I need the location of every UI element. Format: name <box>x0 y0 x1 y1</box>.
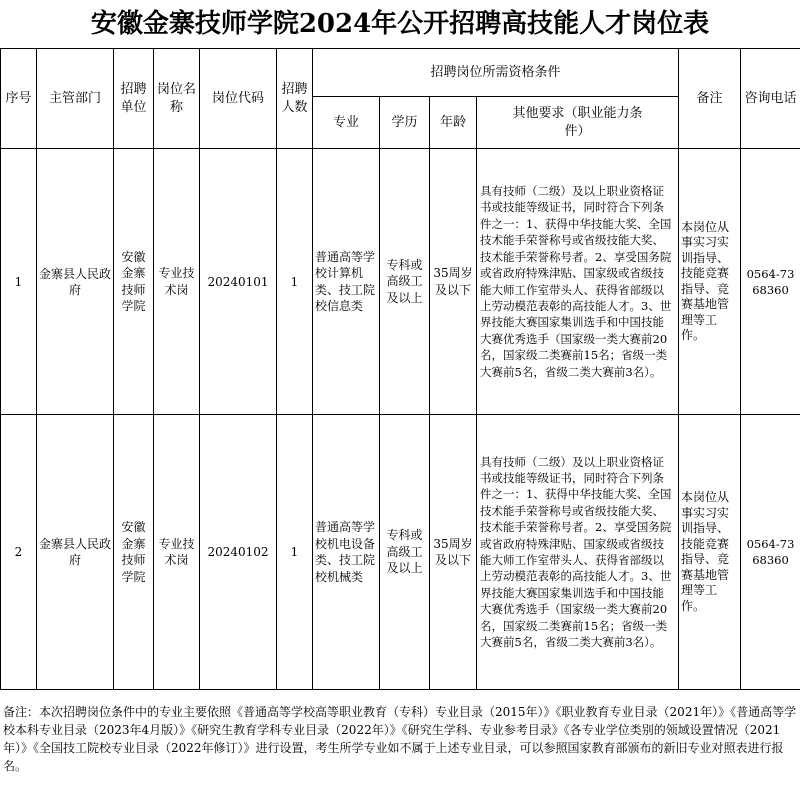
cell-other-requirements: 具有技师（二级）及以上职业资格证书或技能等级证书，同时符合下列条件之一：1、获得中华技能大奖、全国技术能手荣誉称号或省级技能大奖、技术能手荣誉称号者。2、享受国务院或省政府特殊津贴、国家级或省级技能大师工作室带头人、获得省部级以上劳动模范表彰的高技能人才。3、世界技能大赛国家集训选手和中国技能大赛优秀选手（国家级一类大赛前20名，国家级二类赛前15名；省级一类大赛前5名，省级二类大赛前3名）。 <box>477 149 679 415</box>
recruitment-table <box>0 48 800 690</box>
cell-remarks: 本岗位从事实习实训指导、技能竞赛指导、竞赛基地管理等工作。 <box>679 415 741 690</box>
footer-note: 备注：本次招聘岗位条件中的专业主要依照《普通高等学校高等职业教育（专科）专业目录（2015年）》《职业教育专业目录（2021年）》《普通高等学校本科专业目录（2023年4月版）》《研究生教育学科专业目录（2022年）》《研究生学科、专业参考目录》《各专业学位类别的领域设置情况（2021年）》《全国技工院校专业目录（2022年修订）》进行设置，考生所学专业如不属于上述专业目录，可以参照国家教育部颁布的新旧专业对照表进行报名。 <box>3 705 797 773</box>
cell-major: 普通高等学校计算机类、技工院校信息类 <box>313 149 380 415</box>
header-post-code: 岗位代码 <box>200 49 277 149</box>
cell-seq: 1 <box>1 149 37 415</box>
cell-age: 35周岁及以下 <box>430 149 477 415</box>
header-post-name: 岗位名称 <box>154 49 200 149</box>
cell-phone: 0564-7368360 <box>741 415 800 690</box>
table-row <box>1 149 800 415</box>
cell-remarks: 本岗位从事实习实训指导、技能竞赛指导、竞赛基地管理等工作。 <box>679 149 741 415</box>
cell-phone: 0564-7368360 <box>741 149 800 415</box>
cell-unit: 安徽金寨技师学院 <box>114 149 154 415</box>
header-phone: 咨询电话 <box>741 49 800 149</box>
cell-major: 普通高等学校机电设备类、技工院校机械类 <box>313 415 380 690</box>
header-major: 专业 <box>313 97 380 149</box>
cell-post-code: 20240101 <box>200 149 277 415</box>
header-education: 学历 <box>380 97 430 149</box>
header-conditions: 招聘岗位所需资格条件 <box>313 49 679 97</box>
cell-post-code: 20240102 <box>200 415 277 690</box>
cell-education: 专科或高级工及以上 <box>380 149 430 415</box>
cell-unit: 安徽金寨技师学院 <box>114 415 154 690</box>
cell-other-requirements: 具有技师（二级）及以上职业资格证书或技能等级证书，同时符合下列条件之一：1、获得中华技能大奖、全国技术能手荣誉称号或省级技能大奖、技术能手荣誉称号者。2、享受国务院或省政府特殊津贴、国家级或省级技能大师工作室带头人、获得省部级以上劳动模范表彰的高技能人才。3、世界技能大赛国家集训选手和中国技能大赛优秀选手（国家级一类大赛前20名，国家级二类赛前15名；省级一类大赛前5名，省级二类大赛前3名）。 <box>477 415 679 690</box>
table-row <box>1 415 800 690</box>
cell-dept: 金寨县人民政府 <box>37 149 114 415</box>
cell-seq: 2 <box>1 415 37 690</box>
header-seq: 序号 <box>1 49 37 149</box>
header-count: 招聘人数 <box>277 49 313 149</box>
header-other: 其他要求（职业能力条件） <box>477 97 679 149</box>
cell-post-name: 专业技术岗 <box>154 415 200 690</box>
header-age: 年龄 <box>430 97 477 149</box>
cell-count: 1 <box>277 415 313 690</box>
cell-count: 1 <box>277 149 313 415</box>
cell-education: 专科或高级工及以上 <box>380 415 430 690</box>
page-title: 安徽金寨技师学院2024年公开招聘高技能人才岗位表 <box>90 9 710 39</box>
header-unit: 招聘单位 <box>114 49 154 149</box>
cell-dept: 金寨县人民政府 <box>37 415 114 690</box>
cell-age: 35周岁及以下 <box>430 415 477 690</box>
header-remarks: 备注 <box>679 49 741 149</box>
header-dept: 主管部门 <box>37 49 114 149</box>
cell-post-name: 专业技术岗 <box>154 149 200 415</box>
